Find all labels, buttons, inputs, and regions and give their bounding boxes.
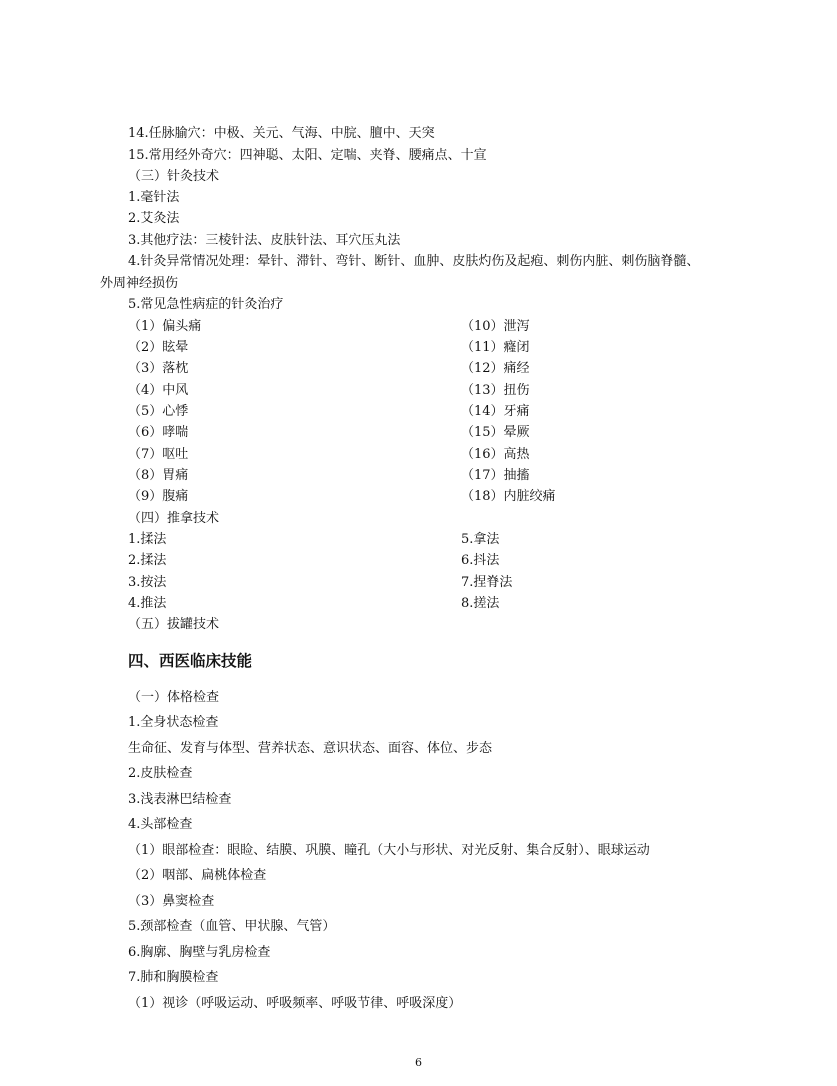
subsection-heading: （五）拔罐技术 — [128, 617, 220, 632]
list-item: （14）牙痛 — [461, 404, 530, 419]
text-line: （3）鼻窦检查 — [128, 894, 215, 909]
text-line: 5.颈部检查（血管、甲状腺、气管） — [128, 919, 336, 934]
list-item: （8）胃痛 — [128, 468, 189, 483]
list-item: （13）扭伤 — [461, 383, 530, 398]
text-line: 1.全身状态检查 — [128, 715, 219, 730]
list-item: （9）腹痛 — [128, 489, 189, 504]
list-item: （6）哮喘 — [128, 425, 189, 440]
list-item: （15）晕厥 — [461, 425, 530, 440]
text-line: （1）视诊（呼吸运动、呼吸频率、呼吸节律、呼吸深度） — [128, 996, 462, 1011]
list-item: （3）落枕 — [128, 361, 189, 376]
text-line: （2）咽部、扁桃体检查 — [128, 868, 267, 883]
list-item: （16）高热 — [461, 447, 530, 462]
text-line: 5.常见急性病症的针灸治疗 — [128, 297, 284, 312]
list-item: 7.捏脊法 — [461, 575, 513, 590]
text-line: 14.任脉腧穴：中极、关元、气海、中脘、膻中、天突 — [128, 126, 435, 141]
list-item: （10）泄泻 — [461, 319, 530, 334]
list-item: （18）内脏绞痛 — [461, 489, 556, 504]
subsection-heading: （四）推拿技术 — [128, 511, 220, 526]
list-item: （11）癃闭 — [461, 340, 530, 355]
list-item: 4.推法 — [128, 596, 167, 611]
list-item: （17）抽搐 — [461, 468, 530, 483]
list-item: （1）偏头痛 — [128, 319, 202, 334]
list-item: （7）呕吐 — [128, 447, 189, 462]
list-item: （4）中风 — [128, 383, 189, 398]
list-item: （5）心悸 — [128, 404, 189, 419]
list-item: 6.抖法 — [461, 553, 500, 568]
subsection-heading: （三）针灸技术 — [128, 169, 220, 184]
section-title: 四、西医临床技能 — [128, 652, 253, 670]
page-number: 6 — [415, 1056, 422, 1069]
text-line: 4.头部检查 — [128, 817, 193, 832]
list-item: 3.按法 — [128, 575, 167, 590]
text-line: 1.毫针法 — [128, 190, 180, 205]
text-line: 15.常用经外奇穴：四神聪、太阳、定喘、夹脊、腰痛点、十宣 — [128, 148, 487, 163]
list-item: （2）眩晕 — [128, 340, 189, 355]
list-item: 1.揉法 — [128, 532, 167, 547]
text-line: 7.肺和胸膜检查 — [128, 970, 219, 985]
text-line: 6.胸廓、胸壁与乳房检查 — [128, 945, 271, 960]
text-line: 2.艾灸法 — [128, 211, 180, 226]
list-item: （12）痛经 — [461, 361, 530, 376]
text-line-continued: 外周神经损伤 — [100, 276, 179, 291]
text-line: 2.皮肤检查 — [128, 766, 193, 781]
list-item: 8.搓法 — [461, 596, 500, 611]
subsection-heading: （一）体格检查 — [128, 690, 220, 705]
text-line: （1）眼部检查：眼睑、结膜、巩膜、瞳孔（大小与形状、对光反射、集合反射）、眼球运动 — [128, 843, 650, 858]
text-line: 3.浅表淋巴结检查 — [128, 792, 232, 807]
list-item: 2.揉法 — [128, 553, 167, 568]
list-item: 5.拿法 — [461, 532, 500, 547]
text-line: 4.针灸异常情况处理：晕针、滞针、弯针、断针、血肿、皮肤灼伤及起疱、刺伤内脏、刺伤脑脊髓、 — [128, 254, 700, 269]
text-line: 生命征、发育与体型、营养状态、意识状态、面容、体位、步态 — [128, 741, 493, 756]
text-line: 3.其他疗法：三棱针法、皮肤针法、耳穴压丸法 — [128, 233, 401, 248]
